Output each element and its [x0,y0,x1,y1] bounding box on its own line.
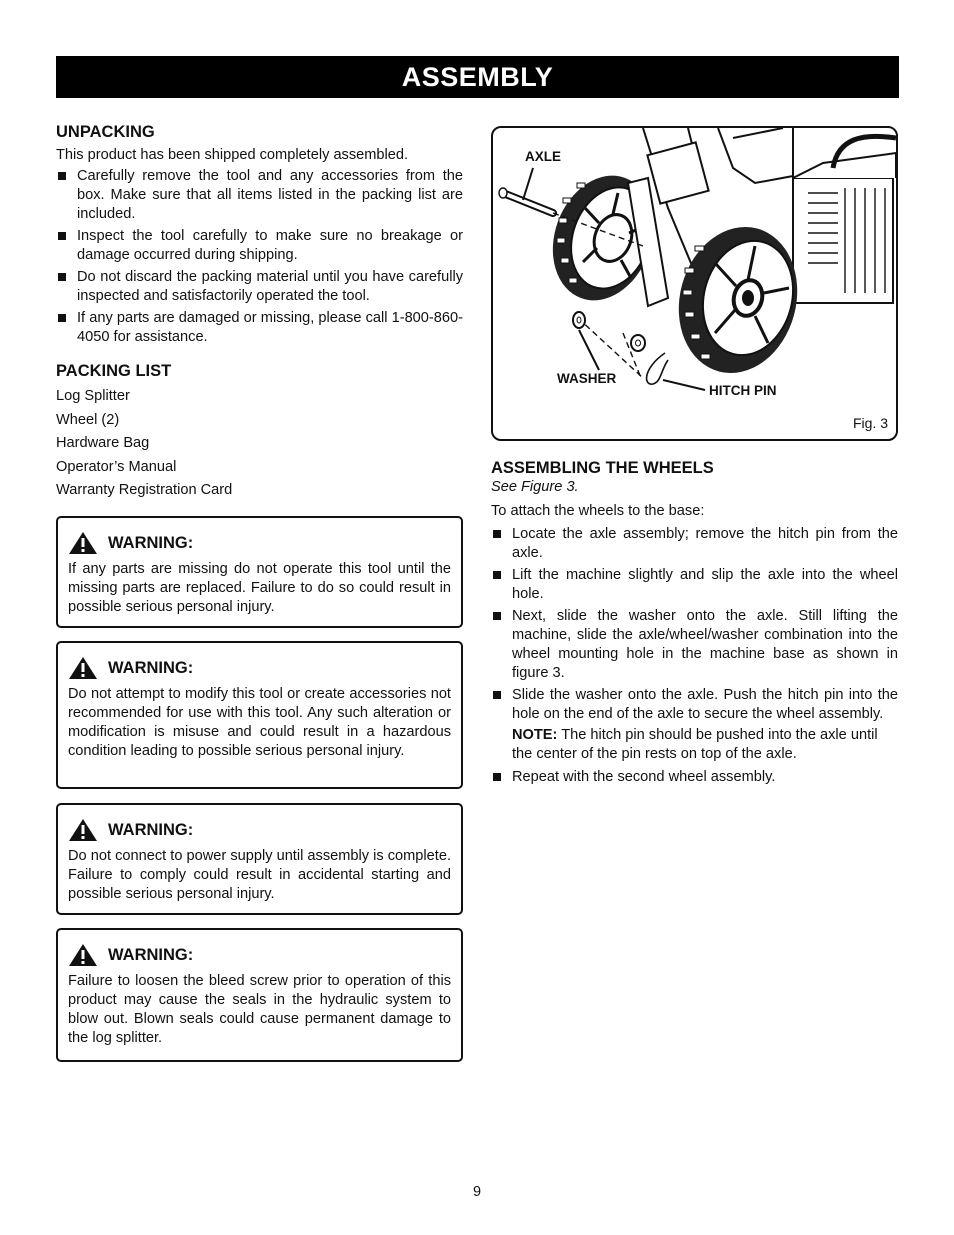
warning-title: WARNING: [108,658,194,677]
washer-label: WASHER [557,371,617,386]
square-bullet-icon [493,612,501,620]
list-item: Slide the washer onto the axle. Push the hitch pin into the hole on the end of the axle to secure the wheel assembly. [491,686,898,724]
warning-triangle-icon [68,656,98,680]
left-column [56,122,463,503]
warning-text: Do not attempt to modify this tool or create accessories not recommended for use with this tool. Any such alteration or modification is misuse and could result in a hazardous condition leading to possible serious personal injury. [68,686,451,759]
square-bullet-icon [58,273,66,281]
warning-title: WARNING: [108,945,194,964]
warning-box [56,641,463,789]
list-item: Hardware Bag [56,435,150,451]
warning-title: WARNING: [108,820,194,839]
warning-triangle-icon [68,531,98,555]
square-bullet-icon [58,232,66,240]
list-item: Lift the machine slightly and slip the axle into the wheel hole. [491,566,898,604]
list-item: Warranty Registration Card [56,482,233,498]
figure-3-wheel-assembly [491,126,898,441]
list-item: If any parts are damaged or missing, please call 1-800-860-4050 for assistance. [56,309,463,347]
section-title-banner: ASSEMBLY [56,56,899,98]
list-item: Inspect the tool carefully to make sure no breakage or damage occurred during shipping. [56,227,463,265]
axle-label: AXLE [525,149,562,164]
wheels-steps-list [491,525,898,724]
warning-text: Failure to loosen the bleed screw prior to operation of this product may cause the seals in the hydraulic system to blow out. Blown seals could cause permanent damage to the log splitter. [68,973,451,1046]
packing-list-heading: PACKING LIST [56,362,172,380]
square-bullet-icon [58,314,66,322]
list-item: Log Splitter [56,388,130,404]
list-item: Carefully remove the tool and any accessories from the box. Make sure that all items listed in the packing list are included. [56,167,463,224]
unpacking-list [56,167,463,347]
square-bullet-icon [493,530,501,538]
wheels-intro: To attach the wheels to the base: [491,503,705,519]
list-item: Operator’s Manual [56,458,177,475]
square-bullet-icon [493,773,501,781]
warning-text: If any parts are missing do not operate this tool until the missing parts are replaced. Failure to do so could result in possible serious personal injury. [68,561,451,615]
list-item: Do not discard the packing material until you have carefully inspected and satisfactorily operated the tool. [56,268,463,306]
unpacking-heading: UNPACKING [56,123,155,141]
square-bullet-icon [493,571,501,579]
assembling-wheels-heading: ASSEMBLING THE WHEELS [491,459,714,477]
warning-triangle-icon [68,943,98,967]
list-item: Next, slide the washer onto the axle. Still lifting the machine, slide the axle/wheel/washer combination into the wheel mounting hole in the machine base as shown in figure 3. [491,607,898,683]
hitch-pin-label: HITCH PIN [709,383,777,398]
square-bullet-icon [493,691,501,699]
list-item: Repeat with the second wheel assembly. [491,768,898,787]
figure-caption: Fig. 3 [852,415,888,431]
page-number: 9 [472,1184,482,1200]
packing-list [56,385,463,503]
wheel-assembly-illustration [493,128,896,439]
warning-text: Do not connect to power supply until assembly is complete. Failure to comply could result in accidental starting and possible serious personal injury. [68,848,451,902]
unpacking-intro: This product has been shipped completely assembled. [56,147,409,163]
right-column [491,458,898,790]
warning-triangle-icon [68,818,98,842]
warning-title: WARNING: [108,533,194,552]
warning-box [56,928,463,1062]
list-item: Locate the axle assembly; remove the hitch pin from the axle. [491,525,898,563]
wheels-final-list [491,768,898,787]
warning-box [56,803,463,915]
square-bullet-icon [58,172,66,180]
see-figure-reference: See Figure 3. [491,479,579,495]
hitch-pin-note: NOTE: The hitch pin should be pushed into the axle until the center of the pin rests on top of the axle. [512,727,878,762]
list-item: Wheel (2) [56,411,120,428]
warning-box [56,516,463,628]
